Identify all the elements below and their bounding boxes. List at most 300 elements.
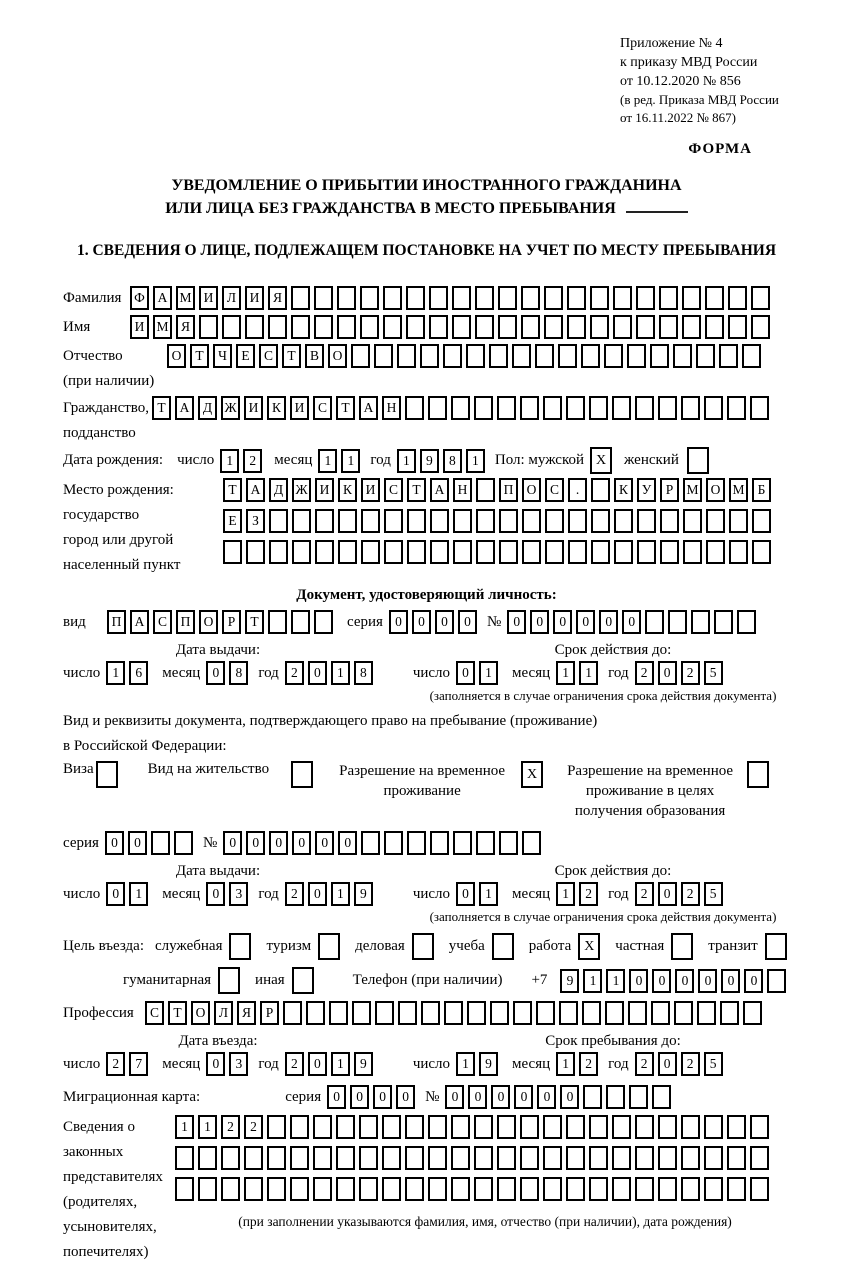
res-valid-month-cell[interactable]: 1 [556,882,575,906]
entry-month-cell[interactable]: 3 [229,1052,248,1076]
res-issue-month-cell[interactable]: 3 [229,882,248,906]
mc-number-cell[interactable]: 0 [560,1085,579,1109]
patronymic-cell[interactable] [650,344,669,368]
surname-cell[interactable] [360,286,379,310]
patronymic-cell[interactable] [696,344,715,368]
representatives-cell[interactable] [635,1177,654,1201]
birth-month-cell[interactable]: 1 [341,449,360,473]
patronymic-cell[interactable] [627,344,646,368]
birthplace-cell[interactable] [591,540,610,564]
surname-cell[interactable] [475,286,494,310]
doc-issue-month-cell[interactable]: 8 [229,661,248,685]
representatives-cell[interactable] [451,1146,470,1170]
res-series-cell[interactable] [151,831,170,855]
birthplace-cell[interactable]: О [706,478,725,502]
representatives-cell[interactable] [566,1146,585,1170]
firstname-cell[interactable] [383,315,402,339]
surname-cell[interactable]: И [199,286,218,310]
visa-checkbox-cell[interactable] [96,761,118,788]
representatives-cell[interactable] [727,1146,746,1170]
doc-valid-day-cell[interactable]: 0 [456,661,475,685]
doc-valid-month-cell[interactable]: 1 [579,661,598,685]
firstname-cell[interactable] [314,315,333,339]
birthplace-cell[interactable] [315,509,334,533]
profession-cell[interactable] [674,1001,693,1025]
res-number-cell[interactable] [522,831,541,855]
res-issue-year-cell[interactable]: 2 [285,882,304,906]
profession-cell[interactable] [329,1001,348,1025]
representatives-cell[interactable] [267,1146,286,1170]
purpose-work-cell[interactable]: X [578,933,600,960]
representatives-cell[interactable] [612,1115,631,1139]
doc-kind-cell[interactable]: О [199,610,218,634]
citizenship-cell[interactable]: Т [152,396,171,420]
doc-number-cell[interactable] [691,610,710,634]
profession-cell[interactable] [467,1001,486,1025]
profession-cell[interactable] [375,1001,394,1025]
birthplace-cell[interactable]: К [614,478,633,502]
representatives-cell[interactable] [336,1177,355,1201]
representatives-cell[interactable] [198,1177,217,1201]
firstname-cell[interactable]: Я [176,315,195,339]
birthplace-cell[interactable]: Р [660,478,679,502]
citizenship-cell[interactable] [520,396,539,420]
entry-year-cell[interactable]: 2 [285,1052,304,1076]
representatives-cell[interactable] [589,1146,608,1170]
surname-cell[interactable] [429,286,448,310]
representatives-cell[interactable] [520,1146,539,1170]
mc-series-cell[interactable]: 0 [350,1085,369,1109]
citizenship-cell[interactable] [543,396,562,420]
birthplace-cell[interactable] [223,540,242,564]
citizenship-cell[interactable]: А [175,396,194,420]
patronymic-cell[interactable] [673,344,692,368]
mc-number-cell[interactable]: 0 [491,1085,510,1109]
residence-permit-checkbox-cell[interactable] [291,761,313,788]
surname-cell[interactable] [682,286,701,310]
birthplace-cell[interactable] [729,540,748,564]
citizenship-cell[interactable]: С [313,396,332,420]
doc-number-cell[interactable] [737,610,756,634]
birthplace-cell[interactable] [315,540,334,564]
profession-cell[interactable] [743,1001,762,1025]
res-number-cell[interactable] [361,831,380,855]
birthplace-cell[interactable]: О [522,478,541,502]
representatives-cell[interactable] [405,1115,424,1139]
birthplace-cell[interactable] [292,509,311,533]
birth-month-cell[interactable]: 1 [318,449,337,473]
res-issue-year-cell[interactable]: 9 [354,882,373,906]
representatives-cell[interactable] [750,1115,769,1139]
representatives-cell[interactable] [290,1115,309,1139]
purpose-other-cell[interactable] [292,967,314,994]
birthplace-cell[interactable]: А [430,478,449,502]
birthplace-cell[interactable] [338,540,357,564]
birthplace-cell[interactable] [752,509,771,533]
phone-cell[interactable]: 0 [744,969,763,993]
profession-cell[interactable]: Л [214,1001,233,1025]
birthplace-cell[interactable] [361,540,380,564]
patronymic-cell[interactable]: Ч [213,344,232,368]
representatives-cell[interactable] [451,1177,470,1201]
mc-number-cell[interactable]: 0 [537,1085,556,1109]
res-valid-day-cell[interactable]: 1 [479,882,498,906]
citizenship-cell[interactable]: А [359,396,378,420]
patronymic-cell[interactable] [742,344,761,368]
representatives-cell[interactable] [198,1146,217,1170]
birthplace-cell[interactable] [476,478,495,502]
profession-cell[interactable] [444,1001,463,1025]
phone-cell[interactable] [767,969,786,993]
representatives-cell[interactable] [175,1177,194,1201]
birthplace-cell[interactable] [430,509,449,533]
surname-cell[interactable] [383,286,402,310]
firstname-cell[interactable] [659,315,678,339]
birthplace-cell[interactable] [568,540,587,564]
representatives-cell[interactable] [704,1146,723,1170]
firstname-cell[interactable] [613,315,632,339]
doc-number-cell[interactable]: 0 [576,610,595,634]
birthplace-cell[interactable] [522,540,541,564]
patronymic-cell[interactable] [512,344,531,368]
birthplace-cell[interactable] [292,540,311,564]
profession-cell[interactable] [605,1001,624,1025]
patronymic-cell[interactable] [374,344,393,368]
firstname-cell[interactable] [475,315,494,339]
representatives-cell[interactable] [290,1146,309,1170]
firstname-cell[interactable] [728,315,747,339]
profession-cell[interactable] [697,1001,716,1025]
birthplace-cell[interactable]: Д [269,478,288,502]
doc-kind-cell[interactable] [268,610,287,634]
representatives-cell[interactable]: 1 [198,1115,217,1139]
doc-issue-year-cell[interactable]: 0 [308,661,327,685]
representatives-cell[interactable] [382,1146,401,1170]
patronymic-cell[interactable] [558,344,577,368]
res-issue-year-cell[interactable]: 0 [308,882,327,906]
representatives-cell[interactable] [520,1177,539,1201]
stay-year-cell[interactable]: 0 [658,1052,677,1076]
res-number-cell[interactable] [453,831,472,855]
entry-year-cell[interactable]: 9 [354,1052,373,1076]
res-series-cell[interactable] [174,831,193,855]
representatives-cell[interactable] [589,1177,608,1201]
birthplace-cell[interactable] [614,509,633,533]
birthplace-cell[interactable] [568,509,587,533]
doc-series-cell[interactable]: 0 [435,610,454,634]
birthplace-cell[interactable] [683,509,702,533]
patronymic-cell[interactable]: В [305,344,324,368]
profession-cell[interactable]: С [145,1001,164,1025]
sex-male-checkbox-cell[interactable]: X [590,447,612,474]
citizenship-cell[interactable] [589,396,608,420]
birthplace-cell[interactable]: К [338,478,357,502]
profession-cell[interactable] [306,1001,325,1025]
patronymic-cell[interactable]: С [259,344,278,368]
patronymic-cell[interactable] [351,344,370,368]
birthplace-cell[interactable] [706,509,725,533]
birthplace-cell[interactable] [522,509,541,533]
profession-cell[interactable] [490,1001,509,1025]
birthplace-cell[interactable]: С [545,478,564,502]
purpose-private-cell[interactable] [671,933,693,960]
surname-cell[interactable]: Я [268,286,287,310]
citizenship-cell[interactable]: И [290,396,309,420]
stay-year-cell[interactable]: 5 [704,1052,723,1076]
mc-series-cell[interactable]: 0 [396,1085,415,1109]
entry-day-cell[interactable]: 7 [129,1052,148,1076]
res-issue-day-cell[interactable]: 0 [106,882,125,906]
phone-cell[interactable]: 0 [698,969,717,993]
representatives-cell[interactable] [359,1115,378,1139]
mc-number-cell[interactable] [583,1085,602,1109]
surname-cell[interactable] [590,286,609,310]
doc-kind-cell[interactable]: А [130,610,149,634]
citizenship-cell[interactable] [704,396,723,420]
surname-cell[interactable] [728,286,747,310]
birth-year-cell[interactable]: 1 [466,449,485,473]
profession-cell[interactable] [651,1001,670,1025]
entry-day-cell[interactable]: 2 [106,1052,125,1076]
doc-kind-cell[interactable] [314,610,333,634]
firstname-cell[interactable] [245,315,264,339]
representatives-cell[interactable] [566,1115,585,1139]
doc-number-cell[interactable] [645,610,664,634]
birth-day-cell[interactable]: 1 [220,449,239,473]
phone-cell[interactable]: 1 [606,969,625,993]
mc-number-cell[interactable]: 0 [468,1085,487,1109]
firstname-cell[interactable] [705,315,724,339]
representatives-cell[interactable] [244,1146,263,1170]
representatives-cell[interactable] [336,1146,355,1170]
birthplace-cell[interactable] [453,540,472,564]
res-number-cell[interactable] [476,831,495,855]
birthplace-cell[interactable] [499,540,518,564]
profession-cell[interactable] [720,1001,739,1025]
phone-cell[interactable]: 0 [652,969,671,993]
representatives-cell[interactable] [635,1146,654,1170]
surname-cell[interactable] [291,286,310,310]
profession-cell[interactable] [582,1001,601,1025]
birthplace-cell[interactable] [246,540,265,564]
birthplace-cell[interactable]: Б [752,478,771,502]
surname-cell[interactable] [337,286,356,310]
surname-cell[interactable] [452,286,471,310]
purpose-commercial-cell[interactable] [412,933,434,960]
patronymic-cell[interactable] [535,344,554,368]
surname-cell[interactable] [314,286,333,310]
birthplace-cell[interactable] [430,540,449,564]
stay-day-cell[interactable]: 9 [479,1052,498,1076]
birthplace-cell[interactable] [384,540,403,564]
representatives-cell[interactable] [658,1115,677,1139]
stay-day-cell[interactable]: 1 [456,1052,475,1076]
entry-month-cell[interactable]: 0 [206,1052,225,1076]
entry-year-cell[interactable]: 1 [331,1052,350,1076]
firstname-cell[interactable] [337,315,356,339]
birthplace-cell[interactable] [545,509,564,533]
doc-valid-month-cell[interactable]: 1 [556,661,575,685]
birth-year-cell[interactable]: 8 [443,449,462,473]
res-number-cell[interactable]: 0 [223,831,242,855]
patronymic-cell[interactable] [581,344,600,368]
citizenship-cell[interactable]: Т [336,396,355,420]
doc-number-cell[interactable] [668,610,687,634]
representatives-cell[interactable]: 1 [175,1115,194,1139]
res-series-cell[interactable]: 0 [105,831,124,855]
firstname-cell[interactable] [452,315,471,339]
representatives-cell[interactable] [612,1177,631,1201]
representatives-cell[interactable] [704,1115,723,1139]
mc-number-cell[interactable] [606,1085,625,1109]
surname-cell[interactable] [544,286,563,310]
firstname-cell[interactable]: И [130,315,149,339]
representatives-cell[interactable] [405,1146,424,1170]
representatives-cell[interactable] [313,1115,332,1139]
res-valid-day-cell[interactable]: 0 [456,882,475,906]
birthplace-cell[interactable] [453,509,472,533]
representatives-cell[interactable] [405,1177,424,1201]
representatives-cell[interactable] [658,1177,677,1201]
doc-kind-cell[interactable]: П [107,610,126,634]
birthplace-cell[interactable] [269,540,288,564]
doc-series-cell[interactable]: 0 [458,610,477,634]
citizenship-cell[interactable] [497,396,516,420]
representatives-cell[interactable] [681,1177,700,1201]
citizenship-cell[interactable] [451,396,470,420]
birthplace-cell[interactable] [407,509,426,533]
res-series-cell[interactable]: 0 [128,831,147,855]
doc-issue-year-cell[interactable]: 8 [354,661,373,685]
surname-cell[interactable] [705,286,724,310]
representatives-cell[interactable] [681,1146,700,1170]
profession-cell[interactable] [398,1001,417,1025]
doc-kind-cell[interactable]: С [153,610,172,634]
representatives-cell[interactable] [520,1115,539,1139]
birthplace-cell[interactable] [637,540,656,564]
representatives-cell[interactable] [474,1115,493,1139]
phone-cell[interactable]: 1 [583,969,602,993]
res-number-cell[interactable]: 0 [269,831,288,855]
doc-issue-day-cell[interactable]: 1 [106,661,125,685]
representatives-cell[interactable] [497,1146,516,1170]
representatives-cell[interactable] [474,1177,493,1201]
surname-cell[interactable] [567,286,586,310]
patronymic-cell[interactable]: Т [282,344,301,368]
firstname-cell[interactable] [291,315,310,339]
res-valid-month-cell[interactable]: 2 [579,882,598,906]
doc-valid-year-cell[interactable]: 2 [635,661,654,685]
patronymic-cell[interactable] [719,344,738,368]
representatives-cell[interactable] [451,1115,470,1139]
stay-month-cell[interactable]: 1 [556,1052,575,1076]
doc-kind-cell[interactable] [291,610,310,634]
surname-cell[interactable]: М [176,286,195,310]
purpose-tourism-cell[interactable] [318,933,340,960]
firstname-cell[interactable] [429,315,448,339]
doc-issue-day-cell[interactable]: 6 [129,661,148,685]
representatives-cell[interactable] [428,1177,447,1201]
representatives-cell[interactable] [359,1177,378,1201]
birthplace-cell[interactable]: Ж [292,478,311,502]
birthplace-cell[interactable] [752,540,771,564]
res-number-cell[interactable]: 0 [338,831,357,855]
entry-year-cell[interactable]: 0 [308,1052,327,1076]
surname-cell[interactable] [659,286,678,310]
doc-kind-cell[interactable]: П [176,610,195,634]
firstname-cell[interactable] [682,315,701,339]
doc-number-cell[interactable]: 0 [599,610,618,634]
stay-year-cell[interactable]: 2 [681,1052,700,1076]
firstname-cell[interactable]: М [153,315,172,339]
representatives-cell[interactable] [175,1146,194,1170]
res-valid-year-cell[interactable]: 0 [658,882,677,906]
mc-series-cell[interactable]: 0 [327,1085,346,1109]
representatives-cell[interactable] [221,1177,240,1201]
profession-cell[interactable]: О [191,1001,210,1025]
citizenship-cell[interactable] [474,396,493,420]
purpose-study-cell[interactable] [492,933,514,960]
patronymic-cell[interactable]: Е [236,344,255,368]
doc-valid-day-cell[interactable]: 1 [479,661,498,685]
patronymic-cell[interactable] [466,344,485,368]
profession-cell[interactable] [283,1001,302,1025]
patronymic-cell[interactable] [397,344,416,368]
representatives-cell[interactable] [313,1177,332,1201]
citizenship-cell[interactable]: К [267,396,286,420]
doc-series-cell[interactable]: 0 [389,610,408,634]
birth-day-cell[interactable]: 2 [243,449,262,473]
res-number-cell[interactable]: 0 [315,831,334,855]
res-number-cell[interactable]: 0 [292,831,311,855]
profession-cell[interactable] [536,1001,555,1025]
citizenship-cell[interactable]: Ж [221,396,240,420]
res-issue-day-cell[interactable]: 1 [129,882,148,906]
representatives-cell[interactable] [704,1177,723,1201]
surname-cell[interactable]: Л [222,286,241,310]
birthplace-cell[interactable]: С [384,478,403,502]
doc-issue-month-cell[interactable]: 0 [206,661,225,685]
representatives-cell[interactable] [566,1177,585,1201]
purpose-transit-cell[interactable] [765,933,787,960]
res-number-cell[interactable]: 0 [246,831,265,855]
mc-number-cell[interactable] [652,1085,671,1109]
doc-issue-year-cell[interactable]: 2 [285,661,304,685]
representatives-cell[interactable] [727,1115,746,1139]
citizenship-cell[interactable]: Д [198,396,217,420]
birthplace-cell[interactable] [338,509,357,533]
birthplace-cell[interactable]: М [683,478,702,502]
surname-cell[interactable] [498,286,517,310]
doc-series-cell[interactable]: 0 [412,610,431,634]
birthplace-cell[interactable] [591,509,610,533]
citizenship-cell[interactable] [727,396,746,420]
birthplace-cell[interactable]: Т [407,478,426,502]
patronymic-cell[interactable] [420,344,439,368]
doc-issue-year-cell[interactable]: 1 [331,661,350,685]
surname-cell[interactable]: И [245,286,264,310]
representatives-cell[interactable] [267,1177,286,1201]
representatives-cell[interactable] [589,1115,608,1139]
representatives-cell[interactable] [267,1115,286,1139]
surname-cell[interactable]: Ф [130,286,149,310]
birthplace-cell[interactable]: . [568,478,587,502]
representatives-cell[interactable] [635,1115,654,1139]
firstname-cell[interactable] [567,315,586,339]
firstname-cell[interactable] [544,315,563,339]
doc-number-cell[interactable]: 0 [622,610,641,634]
patronymic-cell[interactable] [604,344,623,368]
